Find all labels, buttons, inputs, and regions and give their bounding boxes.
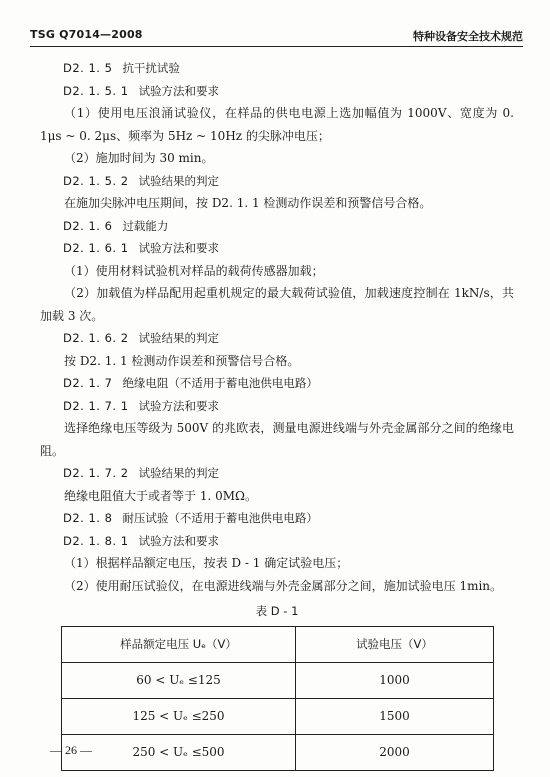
section-heading [40,80,514,103]
table-cell: 250 < Uₑ ≤500 [62,734,296,770]
section-heading [40,372,514,395]
paragraph: （1）使用材料试验机对样品的载荷传感器加载； [64,263,324,278]
section-number: D2. 1. 7. 2 [63,466,129,480]
section-title: 试验方法和要求 [138,241,220,255]
paragraph: 绝缘电阻值大于或者等于 1. 0MΩ。 [64,488,257,503]
paragraph: （1）使用电压浪涌试验仪，在样品的供电电源上选加幅值为 1000V、宽度为 0. 1μs ~ 0. 2μs、频率为 5Hz ~ 10Hz 的尖脉冲电压； [40,106,514,143]
paragraph: 在施加尖脉冲电压期间，按 D2. 1. 1 检测动作误差和预警信号合格。 [64,196,432,210]
table-header-cell: 样品额定电压 Uₑ（V） [62,626,296,662]
standard-code: TSG Q7014—2008 [30,28,143,41]
section-number: D2. 1. 6. 2 [63,331,129,345]
table-caption: 表 D - 1 [255,604,299,618]
table-row [62,662,494,698]
table-cell: 1500 [296,698,494,734]
section-heading [40,462,514,485]
text-blocks [40,57,514,597]
section-heading [40,215,514,238]
section-number: D2. 1. 6. 1 [63,241,129,255]
section-title: 试验方法和要求 [138,83,220,98]
section-title: 过载能力 [122,218,169,233]
section-title: 试验结果的判定 [138,173,220,188]
section-heading [40,57,514,80]
section-number: D2. 1. 7. 1 [63,398,129,413]
header-title: 特种设备安全技术规范 [413,30,523,43]
section-title: 绝缘电阻（不适用于蓄电池供电电路） [122,376,318,390]
section-title: 耐压试验（不适用于蓄电池供电电路） [122,511,318,525]
table-cell: 125 < Uₑ ≤250 [62,698,296,734]
section-title: 试验结果的判定 [138,331,220,345]
paragraph: （2）加载值为样品配用起重机规定的最大载荷试验值，加载速度控制在 1kN/s，共加载 3 次。 [40,286,514,323]
table-header-row [62,626,494,662]
section-number: D2. 1. 7 [63,376,113,390]
table-header-cell: 试验电压（V） [296,626,494,662]
section-number: D2. 1. 6 [63,218,113,233]
section-heading [40,507,514,530]
paragraph: 按 D2. 1. 1 检测动作误差和预警信号合格。 [64,353,300,368]
document-body [40,57,514,771]
section-number: D2. 1. 5 [63,61,113,75]
page-header [30,24,523,47]
section-heading [40,395,514,418]
section-heading [40,237,514,260]
table-cell: 1000 [296,662,494,698]
table-row [62,734,494,770]
section-title: 试验结果的判定 [138,466,220,480]
paragraph: （1）根据样品额定电压，按表 D - 1 确定试验电压； [64,556,349,570]
page-number: — 26 — [50,743,92,757]
table-row [62,698,494,734]
section-title: 试验方法和要求 [138,398,220,413]
section-number: D2. 1. 5. 2 [63,173,129,188]
paragraph: （2）使用耐压试验仪，在电源进线端与外壳金属部分之间，施加试验电压 1min。 [64,578,503,593]
table-cell: 2000 [296,734,494,770]
section-heading [40,530,514,553]
section-heading [40,170,514,193]
section-number: D2. 1. 8 [63,511,113,525]
section-heading [40,327,514,350]
paragraph: （2）施加时间为 30 min。 [64,151,214,165]
voltage-table [61,626,494,771]
section-number: D2. 1. 5. 1 [63,83,129,98]
section-number: D2. 1. 8. 1 [63,533,129,548]
table-cell: 60 < Uₑ ≤125 [62,662,296,698]
section-title: 抗干扰试验 [122,61,180,75]
section-title: 试验方法和要求 [138,533,220,548]
paragraph: 选择绝缘电压等级为 500V 的兆欧表，测量电源进线端与外壳金属部分之间的绝缘电阻。 [40,421,514,458]
